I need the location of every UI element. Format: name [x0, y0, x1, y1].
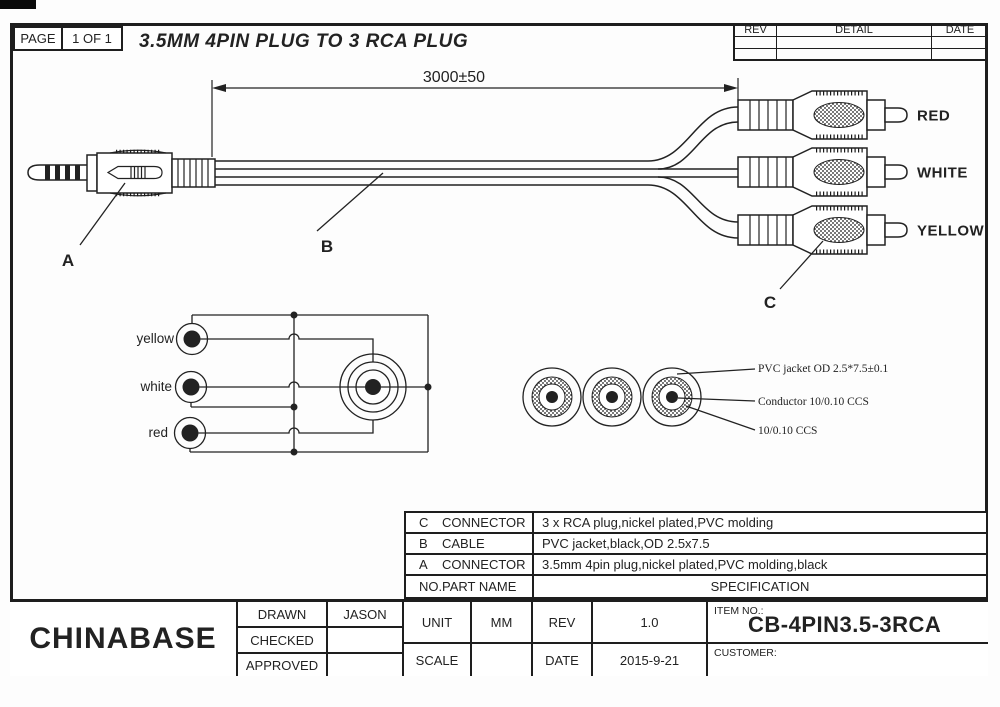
- schematic-label-yellow: yellow: [136, 331, 174, 346]
- spec-row-b: [406, 534, 986, 555]
- customer-cell: [708, 644, 988, 676]
- drawn-label: DRAWN: [238, 602, 328, 628]
- cable-cross-section: [523, 363, 888, 437]
- spec-no: C: [419, 515, 429, 530]
- spec-part: CONNECTOR: [442, 515, 526, 530]
- rev-empty-cell: [777, 49, 932, 61]
- rev-value: 1.0: [593, 602, 708, 644]
- company-name: CHINABASE: [29, 622, 217, 655]
- dimension-3000: [212, 69, 738, 157]
- label-yellow: YELLOW: [917, 222, 985, 240]
- page-value: 1 OF 1: [72, 31, 112, 46]
- rev-empty-cell: [735, 37, 777, 49]
- xsec-label-jacket: PVC jacket OD 2.5*7.5±0.1: [758, 363, 889, 375]
- rca-plug-red: [738, 91, 907, 139]
- scale-label: SCALE: [404, 644, 472, 676]
- callout-a: [62, 183, 125, 270]
- rca-plug-white: [738, 148, 907, 196]
- company-cell: [10, 602, 238, 676]
- page-label: PAGE: [15, 28, 63, 49]
- item-no-value: CB-4PIN3.5-3RCA: [748, 612, 942, 637]
- callout-a-label: A: [61, 251, 75, 270]
- spec-no: A: [419, 557, 428, 572]
- spec-row-c: [406, 513, 986, 534]
- date-col-header: DATE: [932, 23, 988, 37]
- rev-empty-cell: [735, 49, 777, 61]
- rev-label: REV: [533, 602, 593, 644]
- approved-value: [328, 654, 404, 676]
- checked-value: [328, 628, 404, 654]
- dimension-value: 3000±50: [422, 69, 486, 86]
- revision-table: [733, 23, 988, 61]
- schematic-label-white: white: [140, 379, 172, 394]
- wiring-schematic: [136, 312, 431, 456]
- item-no-cell: [708, 602, 988, 644]
- schematic-label-red: red: [148, 425, 168, 440]
- label-white: WHITE: [917, 164, 968, 182]
- spec-part: CONNECTOR: [442, 557, 526, 572]
- spec-value: 3.5mm 4pin plug,nickel plated,PVC molding,black: [542, 557, 828, 572]
- customer-label: CUSTOMER:: [714, 647, 777, 659]
- spec-no: B: [419, 536, 428, 551]
- approved-label: APPROVED: [238, 654, 328, 676]
- item-no-label: ITEM NO.:: [714, 605, 764, 617]
- spec-col-header: SPECIFICATION: [710, 579, 810, 594]
- unit-label: UNIT: [404, 602, 472, 644]
- page-number-box: [13, 26, 123, 51]
- label-red: RED: [917, 107, 951, 125]
- spec-part-header: PART NAME: [442, 579, 517, 594]
- rca-plug-yellow: [738, 206, 907, 254]
- checked-label: CHECKED: [238, 628, 328, 654]
- callout-c-label: C: [763, 293, 777, 312]
- date-label: DATE: [533, 644, 593, 676]
- date-value: 2015-9-21: [593, 644, 708, 676]
- unit-value: MM: [472, 602, 533, 644]
- spec-value: 3 x RCA plug,nickel plated,PVC molding: [542, 515, 774, 530]
- rev-col-header: REV: [735, 23, 777, 37]
- cable-drawing: [215, 107, 740, 238]
- xsec-label-conductor: Conductor 10/0.10 CCS: [758, 396, 869, 408]
- spec-row-a: [406, 555, 986, 576]
- spec-no-header: NO.: [419, 579, 443, 594]
- callout-c: [764, 241, 823, 312]
- drawn-value: JASON: [328, 602, 404, 628]
- xsec-label-shield: 10/0.10 CCS: [758, 425, 818, 437]
- sheet-title: 3.5MM 4PIN PLUG TO 3 RCA PLUG: [139, 31, 469, 52]
- rev-empty-cell: [932, 49, 988, 61]
- parts-spec-table: [404, 511, 988, 599]
- rev-empty-cell: [777, 37, 932, 49]
- spec-part: CABLE: [442, 536, 485, 551]
- rev-empty-cell: [932, 37, 988, 49]
- spec-header-row: [406, 576, 986, 597]
- spec-value: PVC jacket,black,OD 2.5x7.5: [542, 536, 710, 551]
- callout-b-label: B: [320, 237, 334, 256]
- scale-value: [472, 644, 533, 676]
- detail-col-header: DETAIL: [777, 23, 932, 37]
- title-block: [10, 599, 988, 676]
